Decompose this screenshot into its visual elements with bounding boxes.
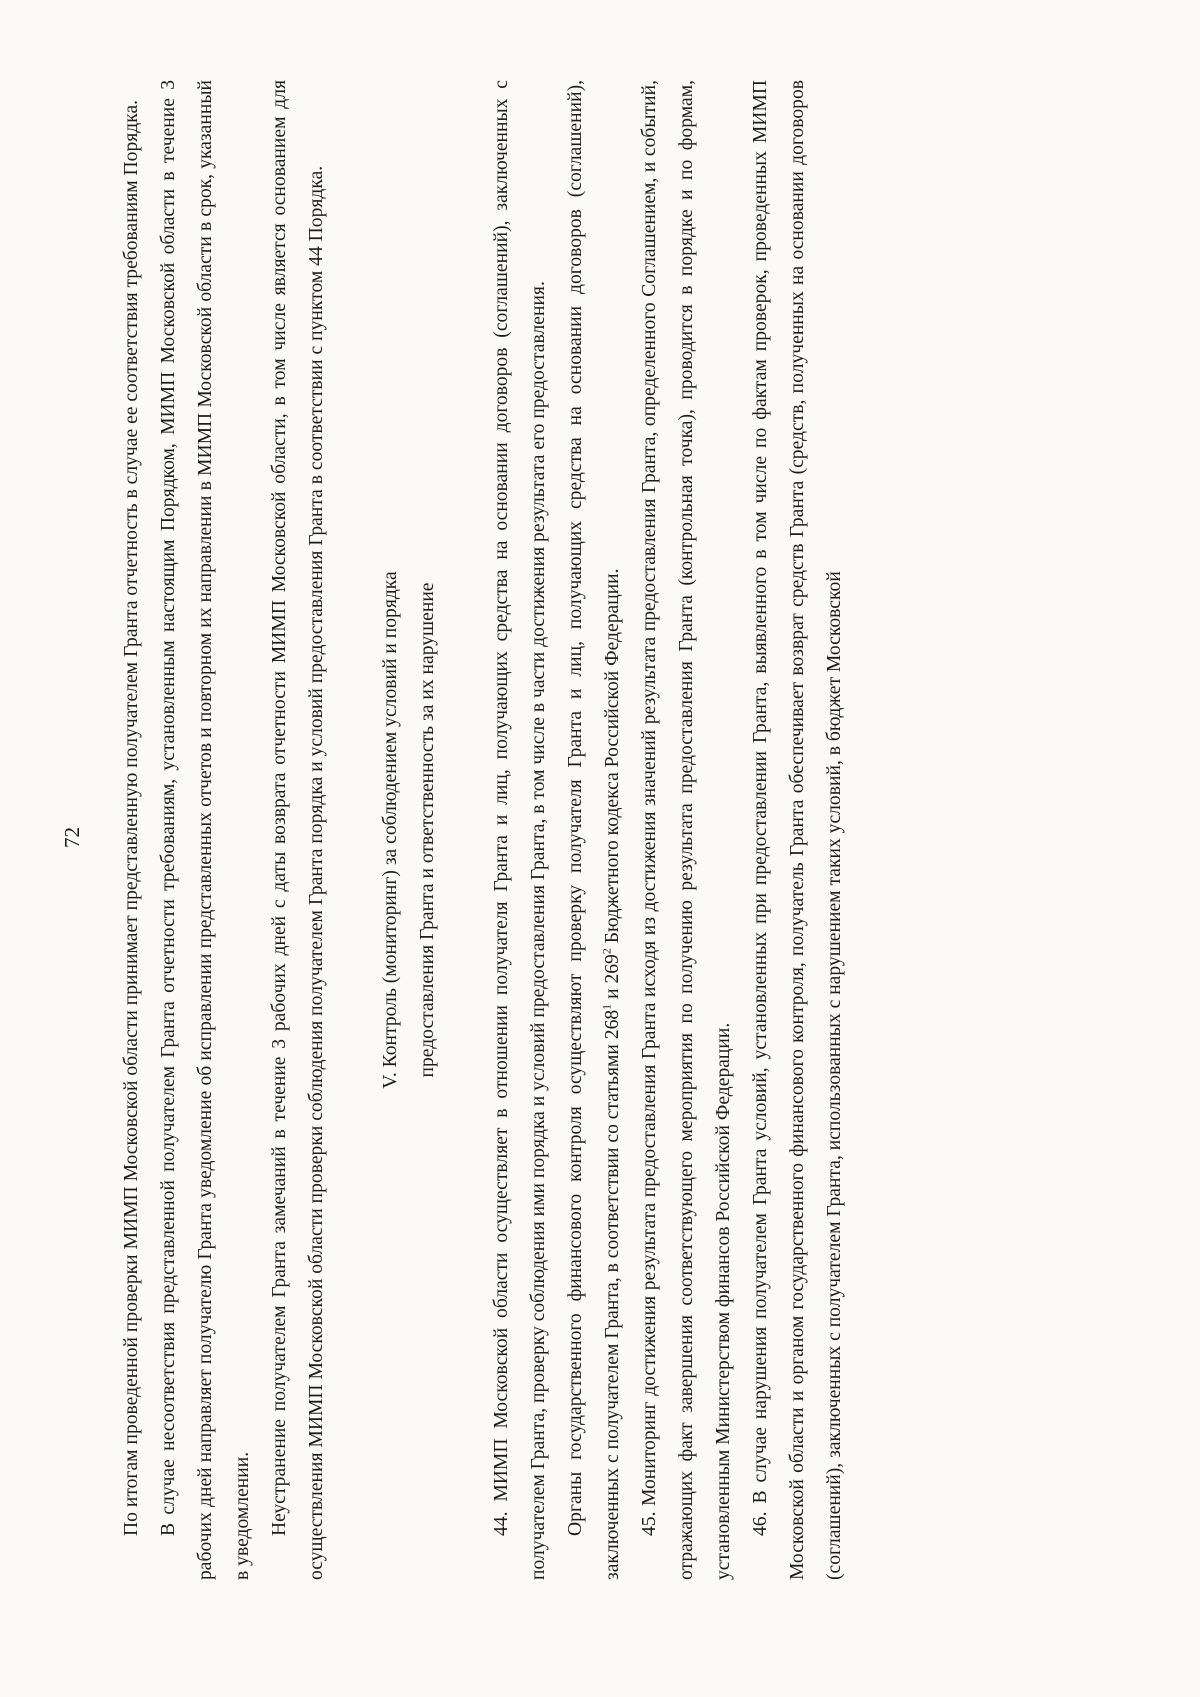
page-number: 72: [60, 827, 84, 848]
paragraph-1: По итогам проведенной проверки МИМП Московской области принимает представленную получателем Гранта отчетность в случае ее соответствия требованиям Порядка.: [121, 99, 142, 1536]
rotated-text-block: [113, 60, 1073, 1600]
paragraph-44-control-text-b: и 269: [602, 954, 623, 1004]
document-body: [113, 60, 1073, 1600]
paragraph-44-control: [557, 80, 631, 1580]
paragraph-46: 46. В случае нарушения получателем Гранта условий, установленных при предоставлении Гранта, выявленного в том числе по фактам проверок, проведенных МИМП Московской области и органом государственного финансового контроля, получатель Гранта обеспечивает возврат средств Гранта (средств, полученных на основании договоров (соглашений), заключенных с получателем Гранта, использованных с нарушением таких условий, в бюджет Московской: [750, 80, 845, 1580]
section-heading-line-2: предоставления Гранта и ответственность за их нарушение: [417, 582, 438, 1078]
paragraph-3: Неустранение получателем Гранта замечаний в течение 3 рабочих дней с даты возврата отчетности МИМП Московской области, в том числе является основанием для осуществления МИМП Московской области проверки соблюдения получателем Гранта порядка и условий предоставления Гранта в соответствии с пунктом 44 Порядка.: [269, 80, 327, 1580]
section-heading: [372, 80, 446, 1580]
section-heading-line-1: V. Контроль (мониторинг) за соблюдением условий и порядка: [380, 571, 401, 1089]
paragraph-44-control-text-c: Бюджетного кодекса Российской Федерации.: [602, 568, 623, 949]
superscript-2: 2: [599, 948, 614, 955]
paragraph-2: В случае несоответствия представленной получателем Гранта отчетности требованиям, установленным настоящим Порядком, МИМП Московской области в течение 3 рабочих дней направляет получателю Гранта уведомление об исправлении представленных отчетов и повторном их направлении в МИМП Московской области в срок, указанный в уведомлении.: [158, 80, 253, 1580]
paragraph-44: 44. МИМП Московской области осуществляет в отношении получателя Гранта и лиц, получающих средства на основании договоров (соглашений), заключенных с получателем Гранта, проверку соблюдения ими порядка и условий предоставления Гранта, в том числе в части достижения результата его предоставления.: [491, 80, 549, 1580]
paragraph-44-control-text-a: Органы государственного финансового контроля осуществляют проверку получателя Гранта и лиц, получающих средства на основании договоров (соглашений), заключенных с получателем Гранта, в соответствии со статьями 268: [565, 80, 623, 1580]
paragraph-45: 45. Мониторинг достижения результата предоставления Гранта исходя из достижения значений результата предоставления Гранта, определенного Соглашением, и событий, отражающих факт завершения соответствующего мероприятия по получению результата предоставления Гранта (контрольная точка), проводится в порядке и по формам, установленным Министерством финансов Российской Федерации.: [639, 80, 734, 1580]
superscript-1: 1: [599, 1003, 614, 1010]
